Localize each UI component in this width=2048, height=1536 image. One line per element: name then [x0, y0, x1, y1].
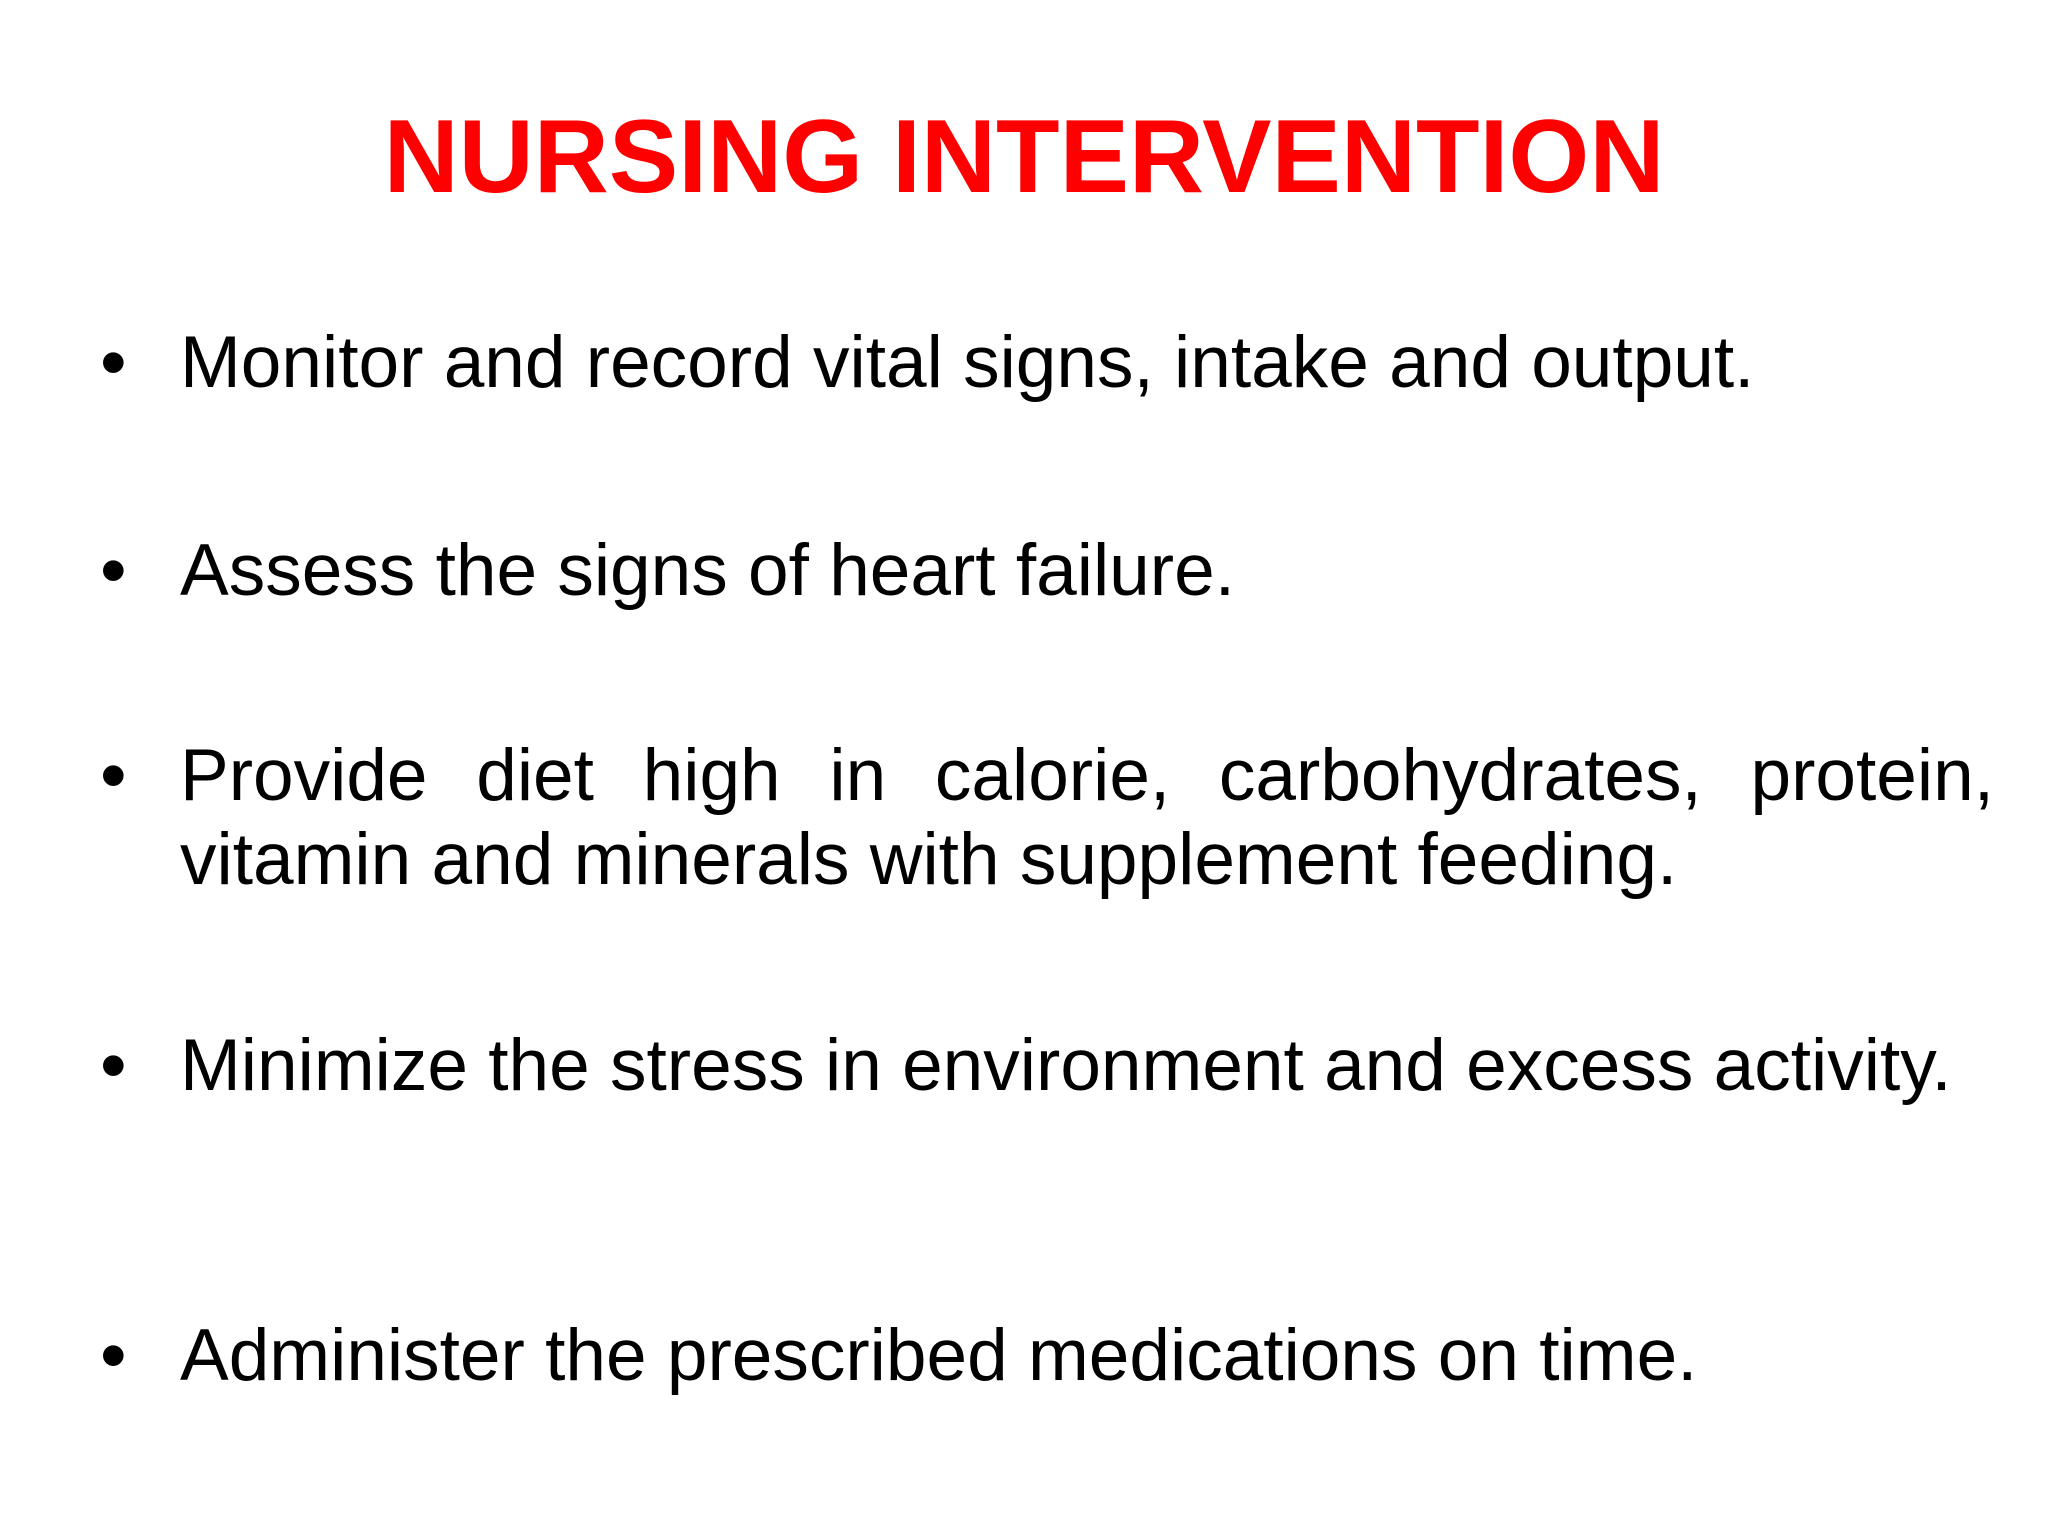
bullet-icon: •: [100, 528, 127, 613]
bullet-text: Assess the signs of heart failure.: [180, 530, 1235, 611]
bullet-text: Monitor and record vital signs, intake and output.: [180, 322, 1755, 403]
bullet-icon: •: [100, 1313, 127, 1398]
bullet-icon: •: [100, 320, 127, 405]
slide-title: NURSING INTERVENTION: [383, 99, 1665, 215]
bullet-icon: •: [100, 733, 127, 818]
bullet-text: Minimize the stress in environment and excess activity.: [180, 1025, 1952, 1106]
bullet-icon: •: [100, 1023, 127, 1108]
bullet-text: Provide diet high in calorie, carbohydrates, protein, vitamin and minerals with supplement feeding.: [180, 735, 1994, 900]
bullet-text: Administer the prescribed medications on time.: [180, 1315, 1698, 1396]
